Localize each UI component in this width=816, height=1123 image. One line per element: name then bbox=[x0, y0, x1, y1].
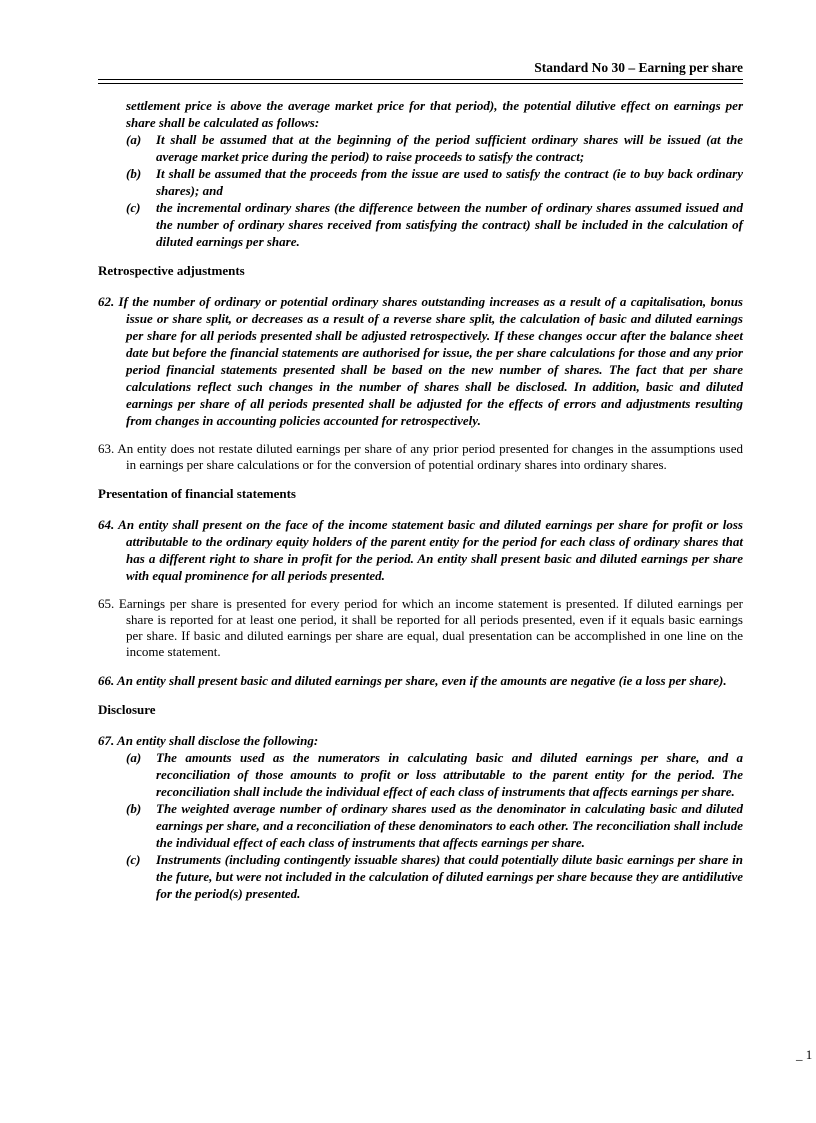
page-number: _ 1 bbox=[796, 1047, 813, 1062]
paragraph-67: 67. An entity shall disclose the following: bbox=[98, 733, 319, 748]
item-text: The amounts used as the numerators in calculating basic and diluted earnings per share, and a reconciliation of those amounts to profit or loss attributable to the parent entity for the period. The reconciliation shall include the individual effect of each class of instruments that affects earnings per share. bbox=[156, 750, 743, 799]
paragraph-66: 66. An entity shall present basic and diluted earnings per share, even if the amounts are negative (ie a loss per share). bbox=[98, 673, 727, 688]
paragraph-65: 65. Earnings per share is presented for every period for which an income statement is presented. If diluted earnings per share is reported for at least one period, it shall be reported for all periods presented, even if it equals basic earnings per share. If basic and diluted earnings per share are equal, dual presentation can be accomplished in one line on the income statement. bbox=[98, 596, 743, 659]
disclosure-item-c bbox=[98, 851, 743, 902]
section-heading-disclosure: Disclosure bbox=[98, 702, 156, 717]
paragraph-62: 62. If the number of ordinary or potential ordinary shares outstanding increases as a result of a capitalisation, bonus issue or share split, or decreases as a result of a reverse share split, the calculation of basic and diluted earnings per share for all periods presented shall be adjusted retrospectively. If these changes occur after the balance sheet date but before the financial statements are authorised for issue, the per share calculations for those and any prior period financial statements presented shall be based on the new number of shares. The fact that per share calculations reflect such changes in the number of shares shall be disclosed. In addition, basic and diluted earnings per share of all periods presented shall be adjusted for the effects of errors and adjustments resulting from changes in accounting policies accounted for retrospectively. bbox=[98, 294, 743, 428]
item-label: (c) bbox=[126, 200, 141, 215]
intro-item-b bbox=[98, 165, 743, 199]
item-label: (a) bbox=[126, 132, 142, 147]
section-heading-presentation: Presentation of financial statements bbox=[98, 486, 296, 501]
paragraph-63: 63. An entity does not restate diluted earnings per share of any prior period presented for changes in the assumptions used in earnings per share calculations or for the conversion of potential ordinary shares into ordinary shares. bbox=[98, 441, 743, 472]
item-text: Instruments (including contingently issuable shares) that could potentially dilute basic earnings per share in the future, but were not included in the calculation of diluted earnings per share because they are antidilutive for the period(s) presented. bbox=[156, 852, 743, 901]
disclosure-item-b bbox=[98, 800, 743, 851]
header-rule-bottom bbox=[98, 83, 743, 84]
intro-paragraph: settlement price is above the average market price for that period), the potential dilutive effect on earnings per share shall be calculated as follows: bbox=[126, 98, 743, 130]
item-label: (b) bbox=[126, 801, 142, 816]
item-text: the incremental ordinary shares (the difference between the number of ordinary shares assumed issued and the number of ordinary shares received from satisfying the contract) shall be included in the calculation of diluted earnings per share. bbox=[156, 200, 743, 249]
page-content bbox=[98, 97, 743, 902]
item-label: (a) bbox=[126, 750, 142, 765]
intro-item-c bbox=[98, 199, 743, 250]
item-label: (b) bbox=[126, 166, 142, 181]
header-rule-top bbox=[98, 79, 743, 80]
item-text: The weighted average number of ordinary shares used as the denominator in calculating basic and diluted earnings per share, and a reconciliation of these denominators to each other. The reconciliation shall include the individual effect of each class of instruments that affects earnings per share. bbox=[156, 801, 743, 850]
section-heading-retrospective: Retrospective adjustments bbox=[98, 263, 245, 278]
item-label: (c) bbox=[126, 852, 141, 867]
disclosure-item-a bbox=[98, 749, 743, 800]
item-text: It shall be assumed that the proceeds from the issue are used to satisfy the contract (ie to buy back ordinary shares); and bbox=[156, 166, 743, 198]
item-text: It shall be assumed that at the beginning of the period sufficient ordinary shares will be issued (at the average market price during the period) to raise proceeds to satisfy the contract; bbox=[156, 132, 743, 164]
running-header: Standard No 30 – Earning per share bbox=[534, 60, 743, 75]
paragraph-64: 64. An entity shall present on the face of the income statement basic and diluted earnings per share for profit or loss attributable to the ordinary equity holders of the parent entity for the period for each class of ordinary shares that has a different right to share in profit for the period. An entity shall present basic and diluted earnings per share with equal prominence for all periods presented. bbox=[98, 517, 743, 583]
intro-item-a bbox=[98, 131, 743, 165]
